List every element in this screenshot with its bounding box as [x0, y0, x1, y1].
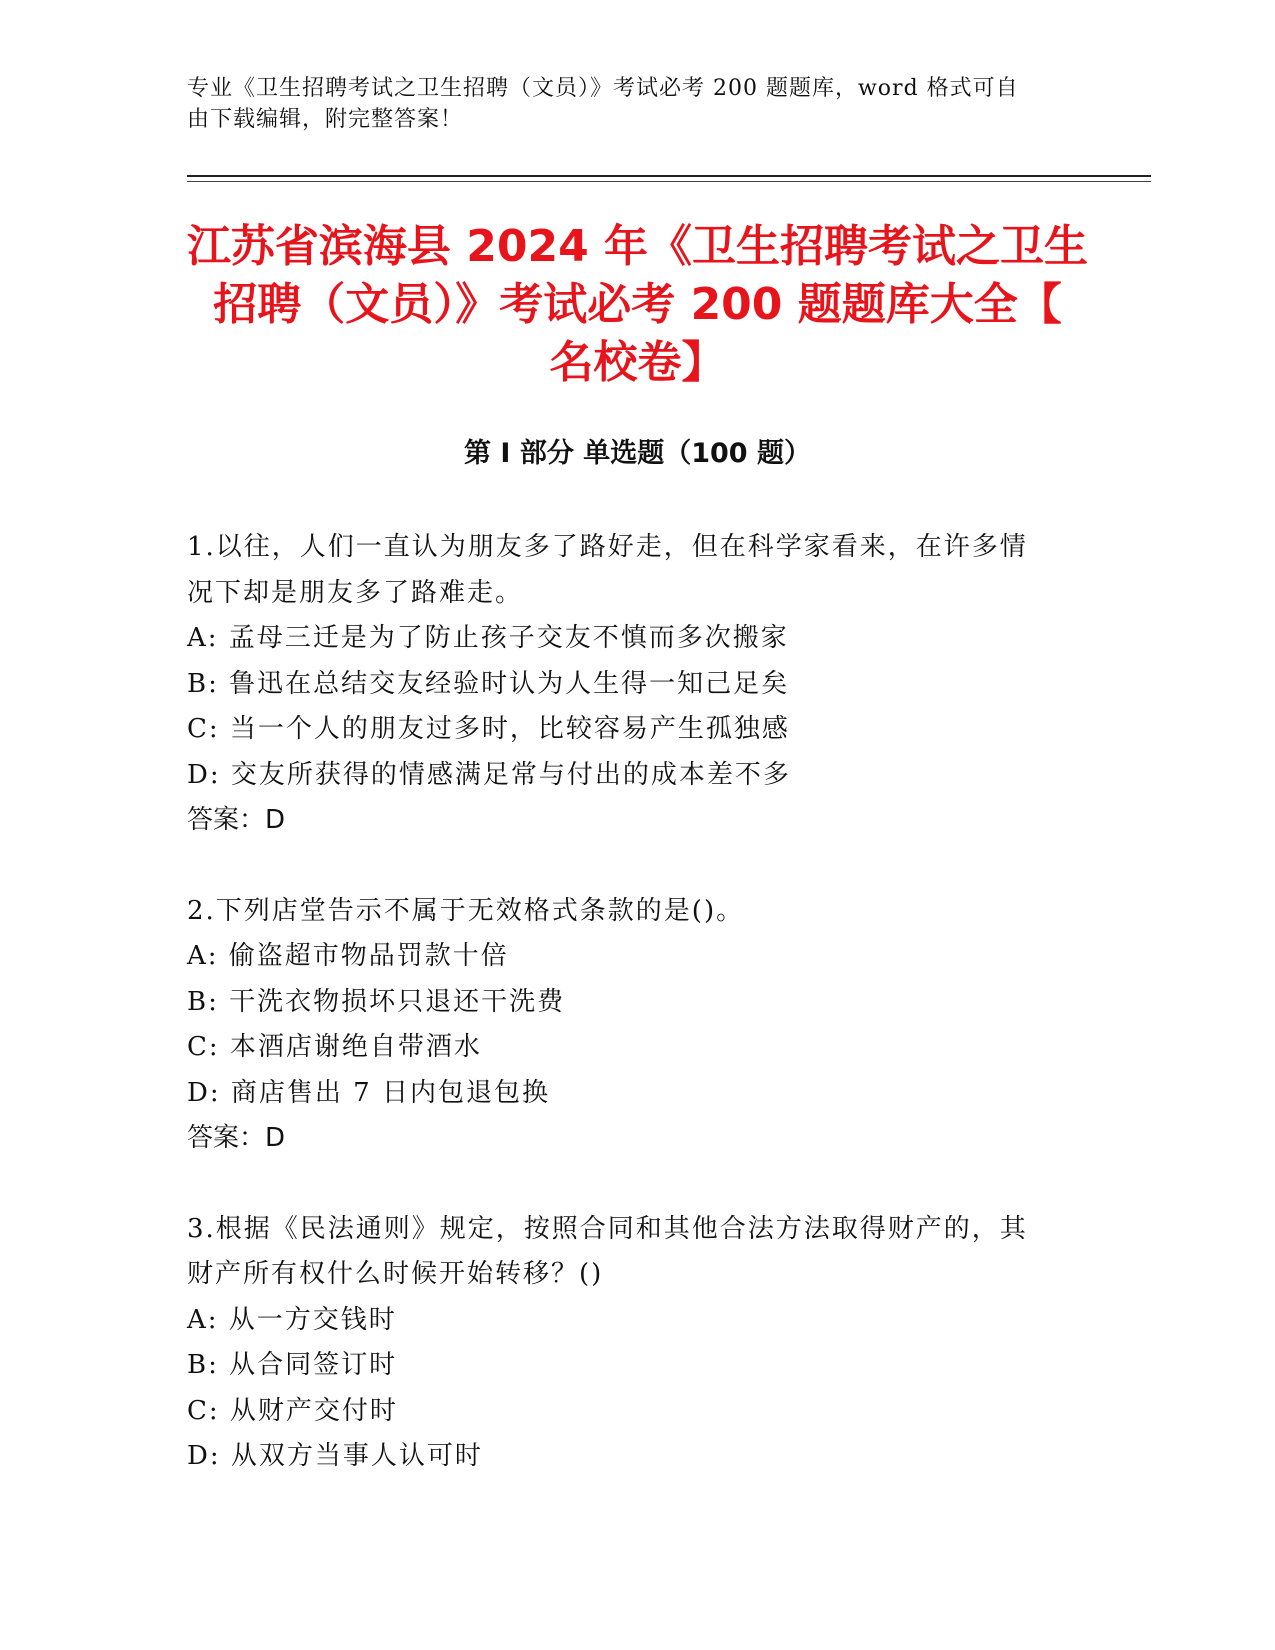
header-note-line: 由下载编辑，附完整答案！ [187, 107, 464, 132]
option-d: D: 从双方当事人认可时 [187, 1441, 483, 1471]
header-divider-thick [187, 175, 1151, 177]
option-c: C: 从财产交付时 [187, 1395, 398, 1426]
question-stem: 财产所有权什么时候开始转移？() [187, 1259, 604, 1289]
header-note [187, 73, 1087, 135]
option-b: B: 鲁迅在总结交友经验时认为人生得一知己足矣 [187, 668, 790, 699]
option-a: A: 孟母三迁是为了防止孩子交友不慎而多次搬家 [187, 623, 789, 653]
question-stem: 1.以往，人们一直认为朋友多了路好走，但在科学家看来，在许多情 [187, 532, 1028, 562]
question-stem: 况下却是朋友多了路难走。 [187, 577, 524, 608]
question-2 [187, 889, 1067, 1162]
question-list [187, 525, 1067, 1525]
question-stem: 2.下列店堂告示不属于无效格式条款的是()。 [187, 895, 745, 926]
document-title-line: 招聘（文员）》考试必考 200 题题库大全【 [213, 279, 1062, 330]
option-d: D: 交友所获得的情感满足常与付出的成本差不多 [187, 759, 791, 790]
document-title-line: 江苏省滨海县 2024 年《卫生招聘考试之卫生 [186, 221, 1089, 272]
option-a: A: 偷盗超市物品罚款十倍 [187, 941, 509, 971]
option-b: B: 从合同签订时 [187, 1350, 398, 1380]
header-note-line: 专业《卫生招聘考试之卫生招聘（文员）》考试必考 200 题题库，word 格式可自 [187, 76, 1019, 101]
section-title: 第 I 部分 单选题（100 题） [463, 438, 811, 469]
question-3 [187, 1207, 1067, 1480]
option-b: B: 干洗衣物损坏只退还干洗费 [187, 986, 566, 1017]
question-stem: 3.根据《民法通则》规定，按照合同和其他合法方法取得财产的，其 [187, 1213, 1028, 1244]
option-c: C: 当一个人的朋友过多时，比较容易产生孤独感 [187, 714, 790, 744]
question-1 [187, 525, 1067, 844]
document-title [160, 218, 1115, 392]
option-c: C: 本酒店谢绝自带酒水 [187, 1032, 482, 1062]
answer-line: 答案：D [187, 1123, 286, 1153]
document-title-line: 名校卷】 [549, 337, 726, 388]
answer-line: 答案：D [187, 805, 286, 835]
header-divider-thin [187, 181, 1151, 182]
option-d: D: 商店售出 7 日内包退包换 [187, 1077, 550, 1108]
option-a: A: 从一方交钱时 [187, 1304, 397, 1335]
